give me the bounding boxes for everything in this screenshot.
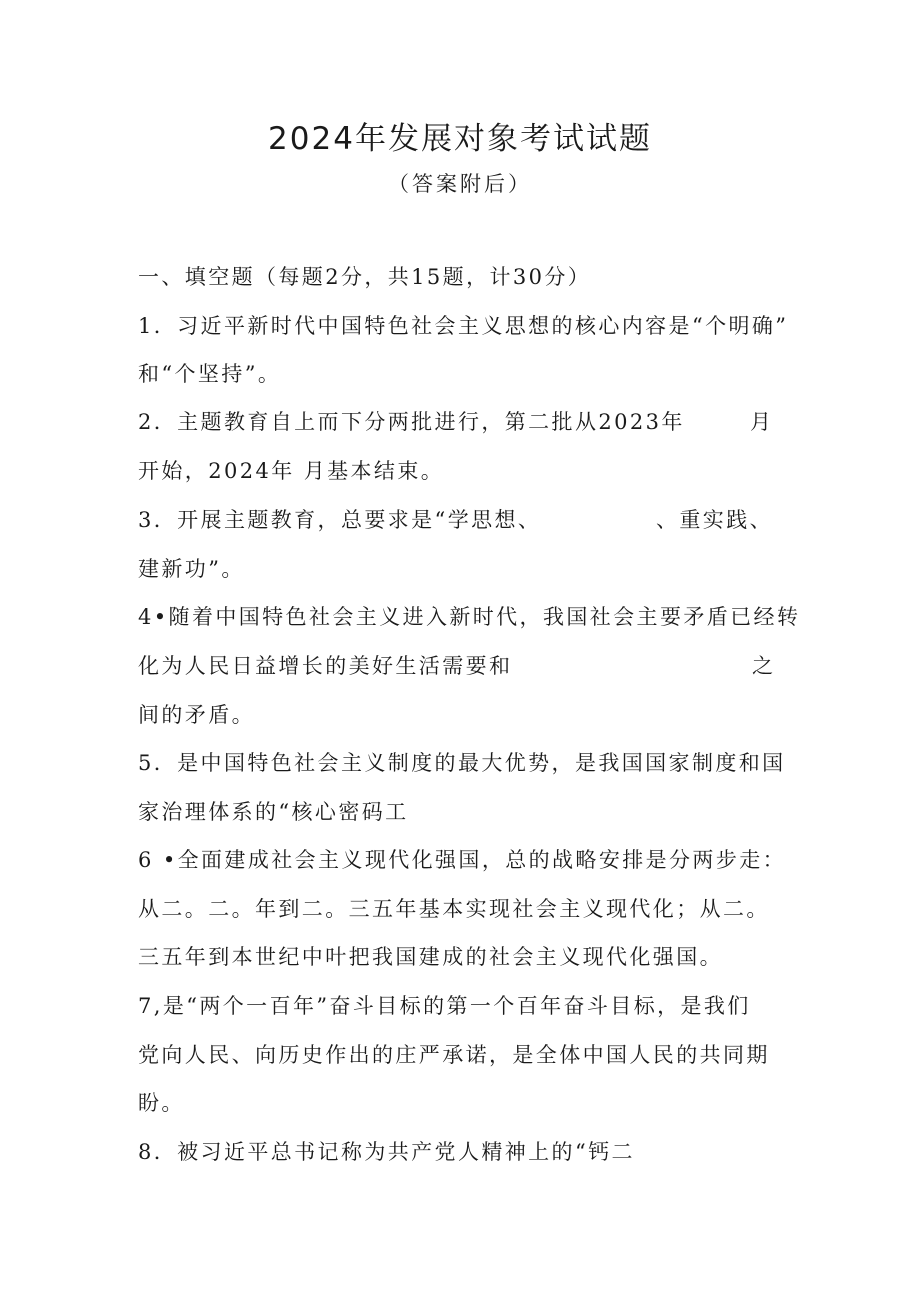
- question-3-line-1-end: 、重实践、: [656, 508, 773, 532]
- question-1-line-2: 和“个坚持”。: [138, 362, 282, 386]
- question-7-line-2: 党向人民、向历史作出的庄严承诺，是全体中国人民的共同期: [138, 1043, 770, 1067]
- question-2-line-1: 2．主题教育自上而下分两批进行，第二批从2023年: [138, 410, 685, 434]
- section-heading: 一、填空题（每题2分，共15题，计30分）: [138, 265, 592, 289]
- question-4-line-2-end: 之: [752, 654, 773, 678]
- question-6-line-2: 从二。二。年到二。三五年基本实现社会主义现代化；从二。: [138, 897, 770, 921]
- question-4-line-2: 化为人民日益增长的美好生活需要和: [138, 654, 513, 678]
- question-2-line-2: 开始，2024年 月基本结束。: [138, 459, 445, 483]
- question-6-line-1: 6 •全面建成社会主义现代化强国，总的战略安排是分两步走：: [138, 848, 787, 872]
- question-2-line-1-end: 月: [750, 410, 771, 434]
- question-8-line-1: 8．被习近平总书记称为共产党人精神上的“钙二: [138, 1140, 635, 1164]
- document-subtitle: （答案附后）: [388, 172, 532, 196]
- question-3-line-2: 建新功”。: [138, 557, 245, 581]
- question-5-line-2: 家治理体系的“核心密码工: [138, 800, 409, 824]
- document-title: 2024年发展对象考试试题: [268, 121, 652, 157]
- question-4-line-3: 间的矛盾。: [138, 703, 255, 727]
- question-5-line-1: 5．是中国特色社会主义制度的最大优势，是我国国家制度和国: [138, 751, 786, 775]
- question-7-line-3: 盼。: [138, 1091, 185, 1115]
- question-4-line-1: 4•随着中国特色社会主义进入新时代，我国社会主要矛盾已经转: [138, 605, 801, 629]
- question-7-line-1: 7,是“两个一百年”奋斗目标的第一个百年奋斗目标，是我们: [138, 994, 751, 1018]
- question-1-line-1: 1．习近平新时代中国特色社会主义思想的核心内容是“个明确”: [138, 314, 789, 338]
- question-3-line-1: 3．开展主题教育，总要求是“学思想、: [138, 508, 542, 532]
- question-6-line-3: 三五年到本世纪中叶把我国建成的社会主义现代化强国。: [138, 945, 723, 969]
